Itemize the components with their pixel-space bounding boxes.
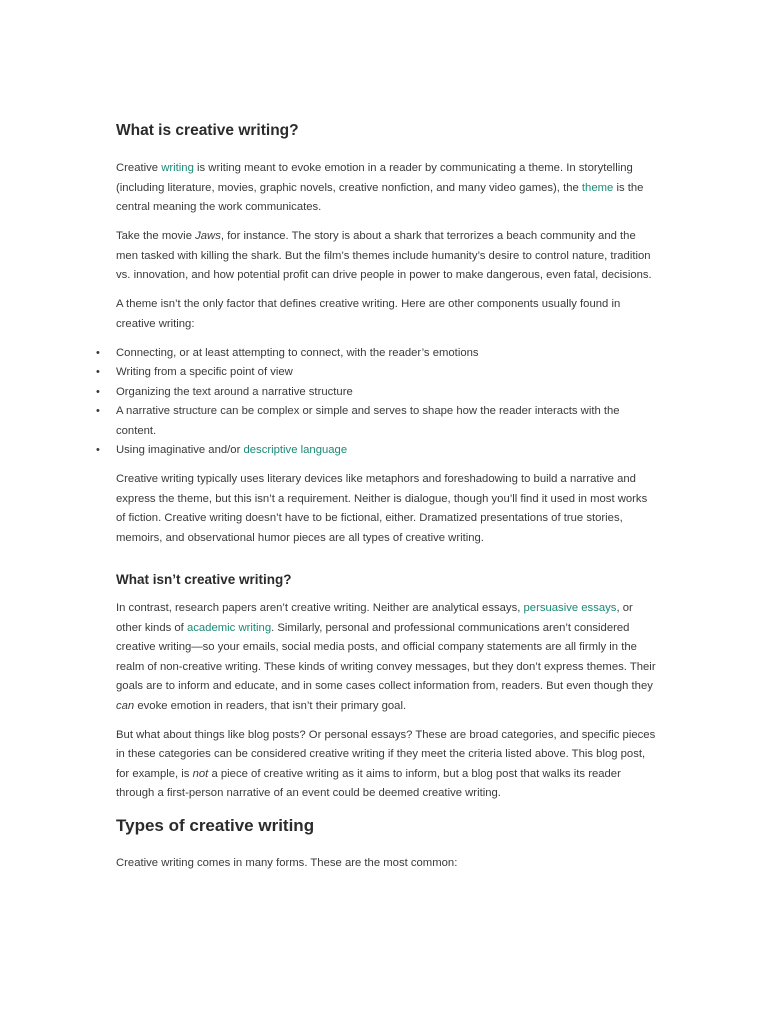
- link-academic-writing[interactable]: academic writing: [186, 621, 272, 634]
- link-descriptive-language[interactable]: descriptive language: [243, 444, 348, 456]
- article: [96, 118, 656, 883]
- paragraph-jaws-example: Take the movie Jaws, for instance. The story is about a shark that terrorizes a beach community and the men tasked with killing the shark. But the film’s themes include humanity’s desire to control nature, tradition vs. innovation, and how potential profit can drive people in power to make dangerous, even fatal, decisions.: [116, 230, 652, 281]
- paragraph-components-intro: A theme isn’t the only factor that defines creative writing. Here are other components usually found in creative writing:: [116, 298, 621, 330]
- list-item: • Organizing the text around a narrative structure: [116, 383, 656, 403]
- list-item: • Connecting, or at least attempting to connect, with the reader’s emotions: [116, 344, 656, 364]
- bullet-icon: •: [96, 366, 100, 378]
- bullet-icon: •: [96, 405, 100, 417]
- link-persuasive-essays[interactable]: persuasive essays: [523, 602, 617, 614]
- components-list: [96, 344, 656, 461]
- link-writing[interactable]: writing: [161, 162, 194, 174]
- heading-what-isnt-creative-writing: What isn’t creative writing?: [116, 572, 292, 587]
- list-item: • Writing from a specific point of view: [116, 363, 656, 383]
- heading-types-of-creative-writing: Types of creative writing: [116, 816, 315, 835]
- link-theme[interactable]: theme: [581, 181, 614, 194]
- paragraph-blog-posts: But what about things like blog posts? Or personal essays? These are broad categories, and specific pieces in these categories can be considered creative writing if they meet the criteria listed above. This blog post, for example, is not a piece of creative writing as it aims to inform, but a blog post that walks its reader through a first-person narrative of an event could be deemed creative writing.: [116, 728, 656, 799]
- bullet-icon: •: [96, 346, 100, 359]
- paragraph-types-intro: Creative writing comes in many forms. These are the most common:: [116, 857, 458, 869]
- paragraph-definition: Creative writing is writing meant to evoke emotion in a reader by communicating a theme. In storytelling (including literature, movies, graphic novels, creative nonfiction, and many video games), the theme is the central meaning the work communicates.: [116, 162, 644, 213]
- list-item: • Using imaginative and/or descriptive language: [116, 441, 656, 461]
- bullet-icon: •: [96, 385, 100, 398]
- list-item: • A narrative structure can be complex or simple and serves to shape how the reader interacts with the content.: [116, 402, 656, 441]
- heading-what-is-creative-writing: What is creative writing?: [116, 122, 299, 139]
- paragraph-literary-devices: Creative writing typically uses literary devices like metaphors and foreshadowing to build a narrative and express the theme, but this isn’t a requirement. Neither is dialogue, though you’ll find it used in most works of fiction. Creative writing doesn’t have to be fictional, either. Dramatized presentations of true stories, memoirs, and observational humor pieces are all types of creative writing.: [116, 473, 648, 544]
- bullet-icon: •: [96, 444, 100, 456]
- paragraph-contrast: In contrast, research papers aren’t creative writing. Neither are analytical essays, persuasive essays, or other kinds of academic writing. Similarly, personal and professional communications aren’t considered creative writing—so your emails, social media posts, and official company statements are all firmly in the realm of non-creative writing. These kinds of writing convey messages, but they don’t express themes. Their goals are to inform and educate, and in some cases collect information from, readers. But even though they can evoke emotion in readers, that isn’t their primary goal.: [116, 602, 656, 712]
